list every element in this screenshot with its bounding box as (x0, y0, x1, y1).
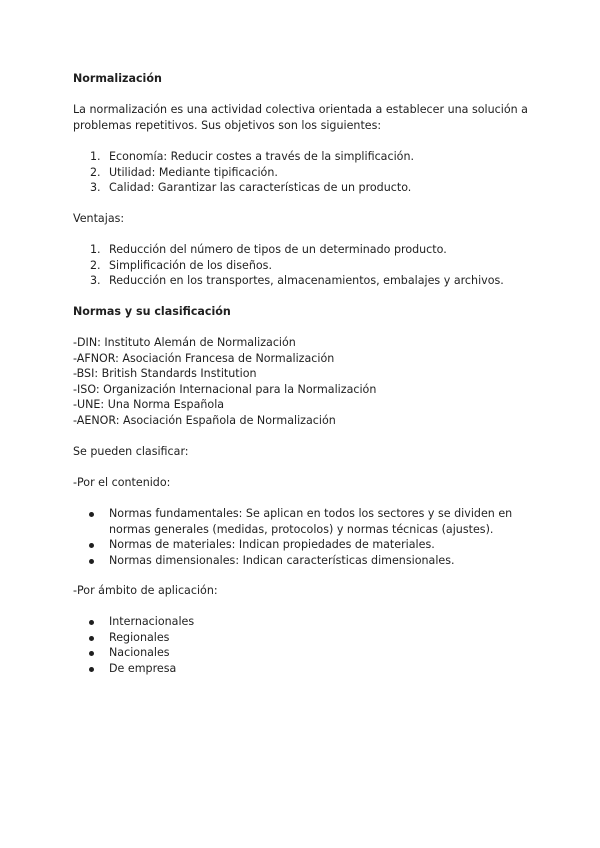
list-item: -AENOR: Asociación Española de Normalización (73, 413, 336, 427)
bullet-icon (89, 543, 94, 548)
list-item: -AFNOR: Asociación Francesa de Normalización (73, 351, 335, 365)
ventajas-list (73, 242, 540, 289)
organizations-list (73, 335, 540, 428)
list-item: Normas dimensionales: Indican características dimensionales. (73, 553, 540, 569)
intro-paragraph: La normalización es una actividad colectiva orientada a establecer una solución a problemas repetitivos. Sus objetivos son los siguientes: (73, 103, 528, 132)
by-scope-label: -Por ámbito de aplicación: (73, 584, 218, 597)
ventajas-label: Ventajas: (73, 212, 125, 225)
list-item: Normas fundamentales: Se aplican en todos los sectores y se dividen en normas generales (medidas, protocolos) y normas técnicas (ajustes). (73, 506, 540, 537)
bullet-icon (89, 667, 94, 672)
list-item: -ISO: Organización Internacional para la Normalización (73, 382, 377, 396)
list-item: Regionales (73, 630, 540, 646)
bullet-icon (89, 620, 94, 625)
bullet-icon (89, 512, 94, 517)
bullet-icon (89, 651, 94, 656)
list-item: 2. Simplificación de los diseños. (90, 258, 272, 272)
list-item: 3. Calidad: Garantizar las características de un producto. (90, 181, 412, 194)
list-item: 2. Utilidad: Mediante tipificación. (90, 165, 278, 179)
classify-label: Se pueden clasificar: (73, 445, 189, 458)
by-scope-list (73, 614, 540, 676)
section-title-normas: Normas y su clasificación (73, 305, 231, 318)
list-item: 1. Economía: Reducir costes a través de la simplificación. (90, 150, 415, 163)
objectives-list (73, 149, 540, 196)
list-item: -BSI: British Standards Institution (73, 367, 257, 380)
list-item: De empresa (73, 661, 540, 677)
list-item: Normas de materiales: Indican propiedades de materiales. (73, 537, 540, 553)
list-item: Internacionales (73, 614, 540, 630)
list-item: 1. Reducción del número de tipos de un determinado producto. (90, 243, 447, 256)
list-item: -DIN: Instituto Alemán de Normalización (73, 336, 296, 349)
by-content-label: -Por el contenido: (73, 476, 171, 489)
list-item: Nacionales (73, 645, 540, 661)
section-title-normalizacion: Normalización (73, 72, 162, 85)
by-content-list (73, 506, 540, 568)
bullet-icon (89, 636, 94, 641)
bullet-icon (89, 559, 94, 564)
list-item: -UNE: Una Norma Española (73, 398, 225, 411)
list-item: 3. Reducción en los transportes, almacenamientos, embalajes y archivos. (90, 274, 504, 287)
